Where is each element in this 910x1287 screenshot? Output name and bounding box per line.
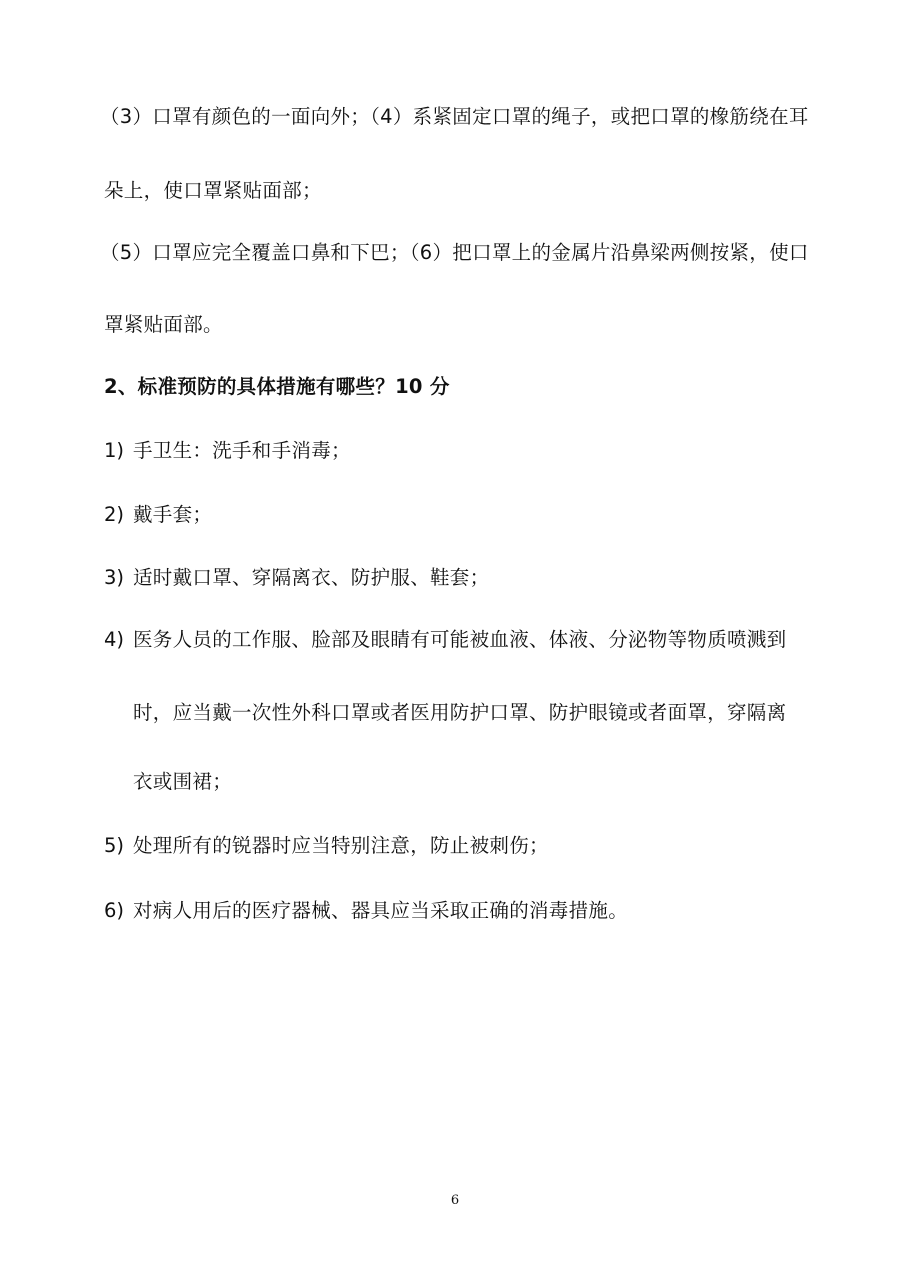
list-item-number: 3) [104,566,125,589]
list-item-text: 衣或围裙； [133,770,233,793]
list-item-number: 2) [104,503,125,526]
paragraph-line: （5）口罩应完全覆盖口鼻和下巴；（6）把口罩上的金属片沿鼻梁两侧按紧，使口 [100,241,809,264]
page-number: 6 [450,1193,460,1208]
list-item-text: 医务人员的工作服、脸部及眼睛有可能被血液、体液、分泌物等物质喷溅到 [133,628,787,651]
list-item-number: 4) [104,628,125,651]
list-item-text: 适时戴口罩、穿隔离衣、防护服、鞋套； [133,566,490,589]
list-item-text: 手卫生：洗手和手消毒； [133,439,351,462]
paragraph-line: 朵上，使口罩紧贴面部； [104,179,322,202]
list-item-number: 5) [104,834,125,857]
list-item-number: 1) [104,439,125,462]
list-item-text: 对病人用后的医疗器械、器具应当采取正确的消毒措施。 [133,899,629,922]
list-item-text: 时，应当戴一次性外科口罩或者医用防护口罩、防护眼镜或者面罩，穿隔离 [133,701,787,724]
paragraph-line: （3）口罩有颜色的一面向外；（4）系紧固定口罩的绳子，或把口罩的橡筋绕在耳 [100,105,809,128]
list-item-text: 戴手套； [133,503,213,526]
list-item-number: 6) [104,899,125,922]
section-heading: 2、标准预防的具体措施有哪些？10 分 [104,375,450,398]
paragraph-line: 罩紧贴面部。 [104,313,223,336]
list-item-text: 处理所有的锐器时应当特别注意，防止被刺伤； [133,834,549,857]
